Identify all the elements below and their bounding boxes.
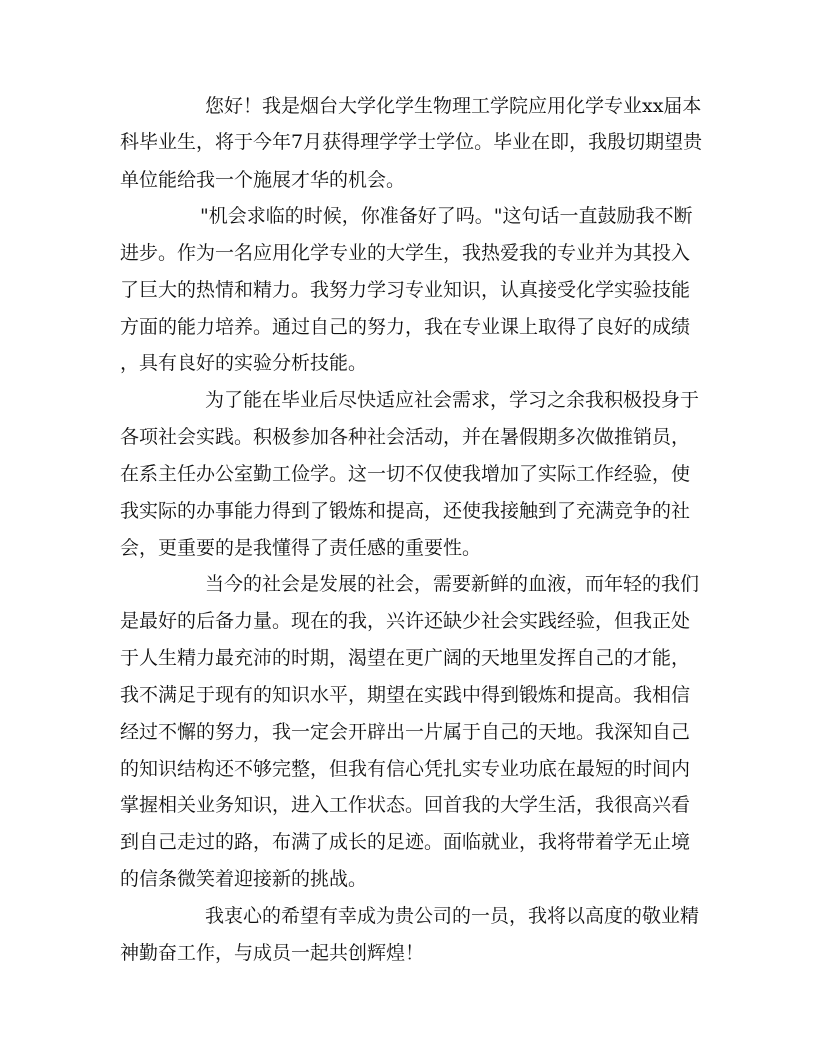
- text-line: ，具有良好的实验分析技能。: [120, 352, 368, 374]
- text-line: 进步。作为一名应用化学专业的大学生，我热爱我的专业并为其投入: [120, 242, 691, 264]
- text-line: 为了能在毕业后尽快适应社会需求，学习之余我积极投身于: [205, 389, 700, 411]
- text-line: 科毕业生，将于今年7月获得理学学士学位。毕业在即，我殷切期望贵: [120, 131, 703, 153]
- text-line: 我衷心的希望有幸成为贵公司的一员，我将以高度的敬业精: [205, 905, 700, 927]
- text-line: 我实际的办事能力得到了锻炼和提高，还使我接触到了充满竞争的社: [120, 500, 691, 522]
- text-line: 的知识结构还不够完整，但我有信心凭扎实专业功底在最短的时间内: [120, 758, 691, 780]
- text-line: 的信条微笑着迎接新的挑战。: [120, 868, 368, 890]
- text-line: 当今的社会是发展的社会，需要新鲜的血液，而年轻的我们: [205, 573, 700, 595]
- text-line: 经过不懈的努力，我一定会开辟出一片属于自己的天地。我深知自己: [120, 721, 691, 743]
- text-line: 是最好的后备力量。现在的我，兴许还缺少社会实践经验，但我正处: [120, 610, 691, 632]
- text-line: 于人生精力最充沛的时期，渴望在更广阔的天地里发挥自己的才能，: [120, 647, 691, 669]
- text-line: 了巨大的热情和精力。我努力学习专业知识，认真接受化学实验技能: [120, 279, 691, 301]
- text-line: 会，更重要的是我懂得了责任感的重要性。: [120, 537, 482, 559]
- text-line: 在系主任办公室勤工俭学。这一切不仅使我增加了实际工作经验，使: [120, 463, 691, 485]
- text-line: 方面的能力培养。通过自己的努力，我在专业课上取得了良好的成绩: [120, 316, 691, 338]
- text-line: 您好！我是烟台大学化学生物理工学院应用化学专业xx届本: [205, 95, 702, 117]
- text-line: 单位能给我一个施展才华的机会。: [120, 169, 406, 191]
- text-line: 掌握相关业务知识，进入工作状态。回首我的大学生活，我很高兴看: [120, 794, 691, 816]
- text-line: 到自己走过的路，布满了成长的足迹。面临就业，我将带着学无止境: [120, 831, 691, 853]
- text-line: 我不满足于现有的知识水平，期望在实践中得到锻炼和提高。我相信: [120, 684, 691, 706]
- text-line: 神勤奋工作，与成员一起共创辉煌！: [120, 942, 425, 964]
- text-line: 各项社会实践。积极参加各种社会活动，并在暑假期多次做推销员，: [120, 426, 691, 448]
- text-line: "机会求临的时候，你准备好了吗。"这句话一直鼓励我不断: [200, 205, 693, 227]
